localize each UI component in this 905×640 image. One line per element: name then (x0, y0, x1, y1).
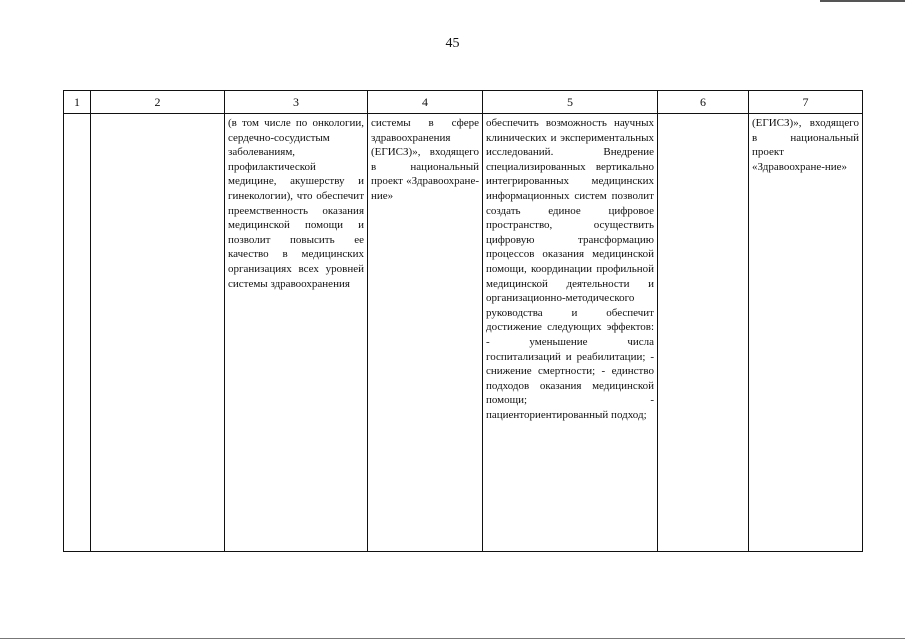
scan-bottom-edge (0, 638, 905, 639)
scan-edge-mark (820, 0, 905, 2)
cell-col-7-text: (ЕГИСЗ)», входящего в национальный проект «Здравоохране-ние» (752, 117, 859, 173)
cell-col-4-text: системы в сфере здравоохранения (ЕГИСЗ)», входящего в национальный проект «Здравоохране-ние» (371, 117, 479, 202)
header-col-4: 4 (368, 91, 483, 114)
table-row (64, 114, 863, 552)
document-table (63, 90, 863, 552)
cell-col-5 (483, 114, 658, 552)
cell-col-1 (64, 114, 91, 552)
header-col-6: 6 (658, 91, 749, 114)
cell-col-6 (658, 114, 749, 552)
header-col-2: 2 (91, 91, 225, 114)
cell-col-3-text: (в том числе по онкологии, сердечно-сосудистым заболеваниям, профилактической медицине, акушерству и гинекологии), что обеспечит преемственность оказания медицинской помощи и позволит повысить ее качество в медицинских организациях всех уровней системы здравоохранения (228, 117, 364, 290)
cell-col-3 (225, 114, 368, 552)
cell-col-4 (368, 114, 483, 552)
table-header-row (64, 91, 863, 114)
cell-col-5-text: обеспечить возможность научных клинических и экспериментальных исследований. Внедрение специализированных вертикально интегрированных медицинских информационных систем позволит создать единое цифровое пространство, осуществить цифровую трансформацию процессов оказания медицинской помощи, координации профильной медицинской деятельности и организационно-методического руководства и обеспечит достижение следующих эффектов: - уменьшение числа госпитализаций и реабилитации; - снижение смертности; - единство подходов оказания медицинской помощи; - пациенториентированный подход; (486, 117, 654, 421)
header-col-3: 3 (225, 91, 368, 114)
header-col-1: 1 (64, 91, 91, 114)
header-col-7: 7 (749, 91, 863, 114)
cell-col-7 (749, 114, 863, 552)
page-number: 45 (445, 36, 460, 51)
header-col-5: 5 (483, 91, 658, 114)
cell-col-2 (91, 114, 225, 552)
